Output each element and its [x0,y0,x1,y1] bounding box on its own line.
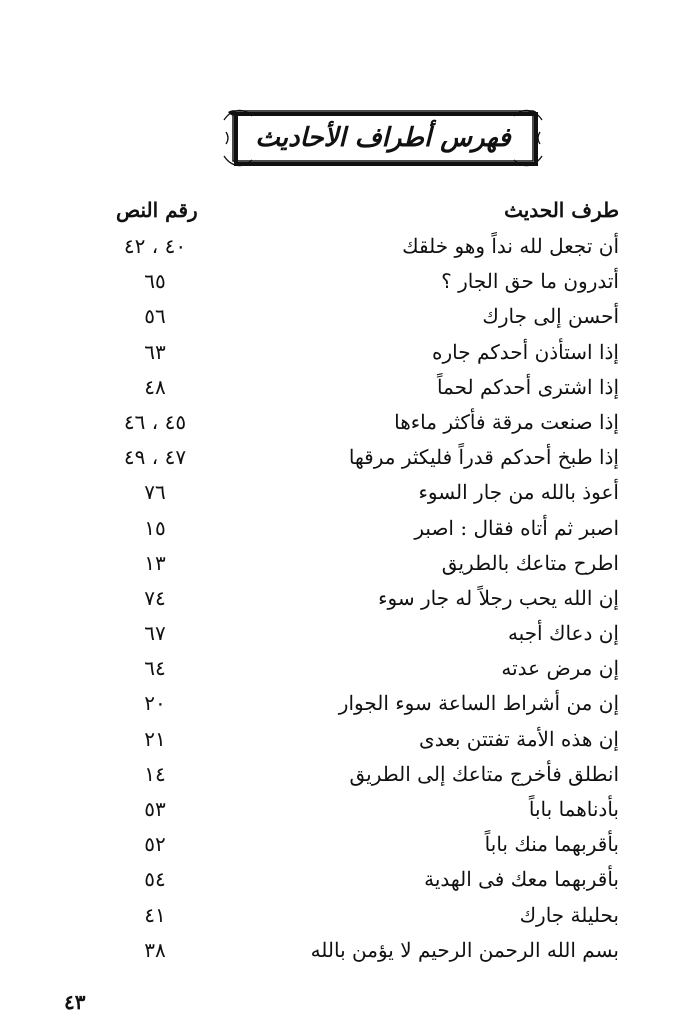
hadith-text: بأدناهما باباً [528,797,619,821]
index-row [0,760,679,795]
text-number: ٥٣ [144,797,166,821]
index-row [0,232,679,267]
index-row [0,725,679,760]
text-number: ٦٧ [144,621,166,646]
hadith-text: إن دعاك أجبه [507,621,619,646]
index-row [0,584,679,619]
text-number: ٤١ [144,902,166,927]
index-row [0,830,679,865]
text-number: ١٥ [144,515,166,540]
index-row [0,689,679,724]
hadith-text: اطرح متاعك بالطريق [441,550,619,575]
hadith-text: إذا اشترى أحدكم لحماً [436,374,619,399]
index-row [0,478,679,513]
index-row [0,549,679,584]
page-title: فهرس أطراف الأحاديث [255,123,511,153]
hadith-text: بحليلة جارك [519,902,619,927]
hadith-text: أتدرون ما حق الجار ؟ [441,269,619,294]
index-list [0,232,679,971]
hadith-text: اصبر ثم أتاه فقال : اصبر [414,515,619,540]
hadith-text: إن الله يحب رجلاً له جار سوء [378,585,619,610]
text-number: ٧٤ [144,585,166,610]
text-number: ٣٨ [144,937,166,962]
index-row [0,795,679,830]
index-row [0,302,679,337]
text-number: ٤٥ ، ٤٦ [123,409,187,434]
hadith-text: أن تجعل لله نداً وهو خلقك [402,234,619,258]
index-row [0,514,679,549]
text-number: ٢١ [144,726,166,751]
hadith-text: انطلق فأخرج متاعك إلى الطريق [349,761,619,786]
index-row [0,408,679,443]
text-number: ٦٣ [144,339,166,364]
hadith-text: أعوذ بالله من جار السوء [418,480,619,505]
text-number: ٦٤ [144,656,166,681]
hadith-text: بسم الله الرحمن الرحيم لا يؤمن بالله [310,937,619,962]
text-number: ٥٤ [144,867,166,892]
text-number: ٤٨ [144,374,166,399]
index-row [0,936,679,971]
index-row [0,654,679,689]
index-row [0,865,679,900]
column-header-hadith: طرف الحديث [504,198,619,222]
page-number: ٤٣ [64,990,86,1014]
hadith-text: بأقربهما معك فى الهدية [424,867,619,892]
index-row [0,373,679,408]
column-header-number: رقم النص [116,198,198,222]
hadith-text: إذا طبخ أحدكم قدراً فليكثر مرقها [348,445,619,470]
index-row [0,901,679,936]
index-row [0,338,679,373]
hadith-text: إن مرض عدته [501,656,619,681]
text-number: ٤٧ ، ٤٩ [123,445,187,470]
index-row [0,619,679,654]
text-number: ١٤ [144,761,166,786]
text-number: ٤٠ ، ٤٢ [123,234,187,258]
text-number: ٧٦ [144,480,166,505]
index-row [0,443,679,478]
text-number: ٥٦ [144,304,166,329]
hadith-text: بأقربهما منك باباً [484,832,619,857]
text-number: ٢٠ [144,691,166,716]
hadith-text: إن من أشراط الساعة سوء الجوار [338,691,619,716]
title-frame [222,106,544,170]
hadith-text: إن هذه الأمة تفتتن بعدى [419,726,619,751]
index-row [0,267,679,302]
text-number: ٥٢ [144,832,166,857]
text-number: ٦٥ [144,269,166,294]
hadith-text: أحسن إلى جارك [482,304,619,329]
hadith-text: إذا صنعت مرقة فأكثر ماءها [394,409,619,434]
text-number: ١٣ [144,550,166,575]
hadith-text: إذا استأذن أحدكم جاره [432,339,619,364]
